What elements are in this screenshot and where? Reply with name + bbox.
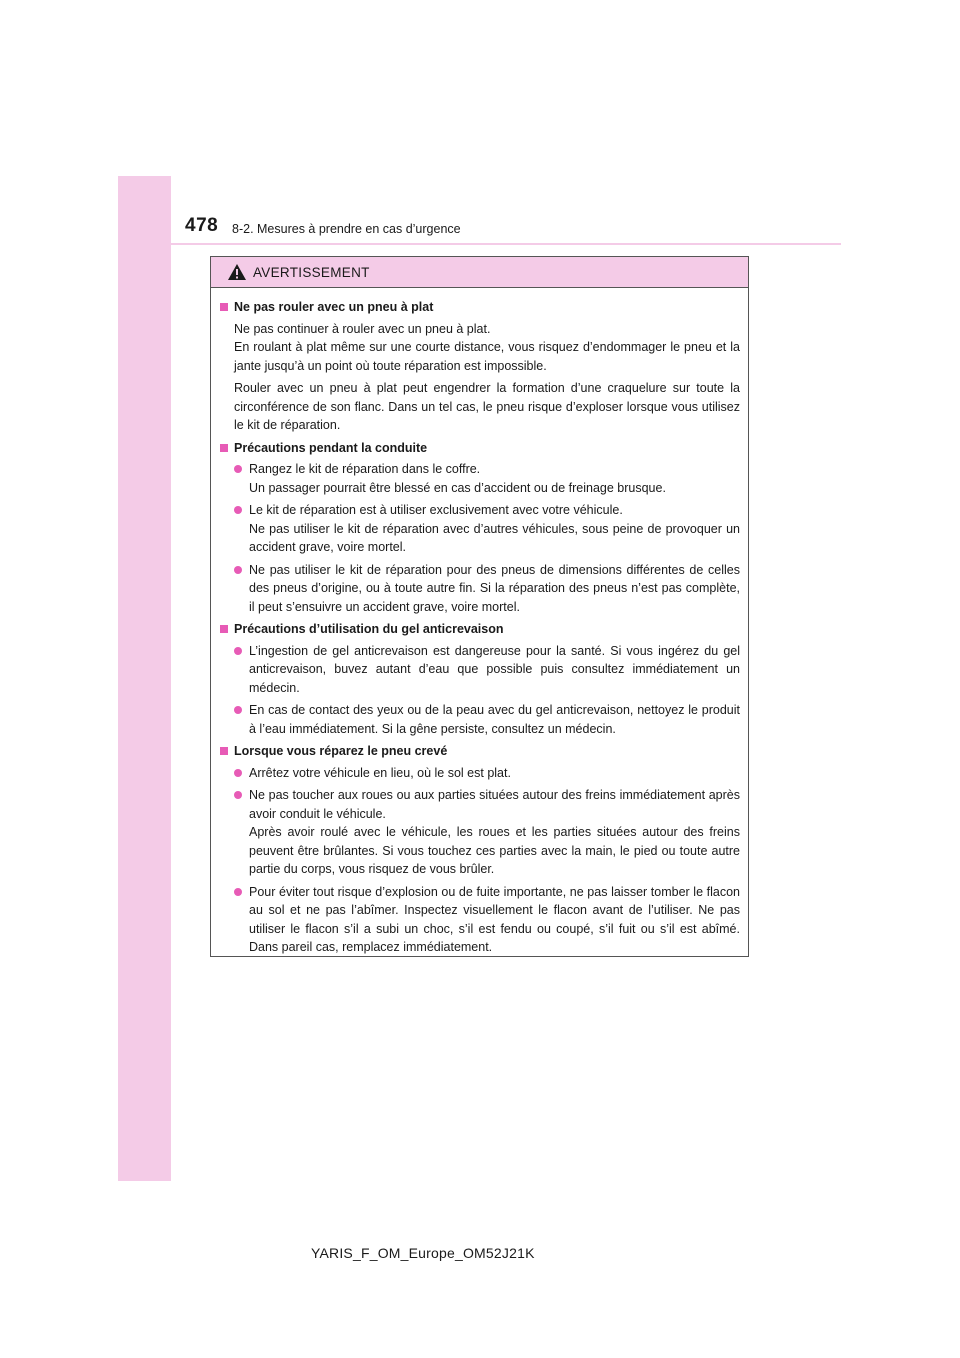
section-heading-text: Ne pas rouler avec un pneu à plat xyxy=(234,300,434,314)
list-item-text xyxy=(249,501,740,557)
list-item xyxy=(234,642,740,698)
list-item-line: Un passager pourrait être blessé en cas d’accident ou de freinage brusque. xyxy=(249,480,666,495)
list-item-text xyxy=(249,883,740,957)
paragraph xyxy=(234,320,740,376)
warning-body xyxy=(211,288,748,957)
circle-bullet-icon xyxy=(234,706,242,714)
list-item-line: Ne pas utiliser le kit de réparation pour des pneus de dimensions différentes de celles des pneus d’origine, ou à toute autre fin. Si la réparation des pneus n’est pas complète, il peut s’ensuivre un accident grave, voire mortel. xyxy=(249,562,740,614)
side-tab-band xyxy=(118,176,171,1181)
list-item xyxy=(234,701,740,738)
list-item xyxy=(234,561,740,617)
square-bullet-icon xyxy=(220,747,228,755)
page-number: 478 xyxy=(185,215,219,236)
warning-section xyxy=(220,620,740,738)
warning-header xyxy=(211,257,748,288)
section-heading-text: Précautions pendant la conduite xyxy=(234,440,428,455)
list-item-line: Après avoir roulé avec le véhicule, les roues et les parties situées autour des freins peuvent être brûlantes. Si vous touchez ces parties avec la main, le pied ou toute autre partie du corps, vous risquez de vous brûler. xyxy=(249,825,740,876)
square-bullet-icon xyxy=(220,444,228,452)
list-item-line: L’ingestion de gel anticrevaison est dangereuse pour la santé. Si vous ingérez du gel anticrevaison, buvez autant d’eau que possible puis consultez immédiatement un médecin. xyxy=(249,643,740,695)
section-heading xyxy=(220,742,740,761)
warning-title: AVERTISSEMENT xyxy=(253,264,370,280)
circle-bullet-icon xyxy=(234,647,242,655)
warning-section xyxy=(220,742,740,957)
list-item-line: Ne pas toucher aux roues ou aux parties situées autour des freins immédiatement après avoir conduit le véhicule. xyxy=(249,788,740,821)
list-item xyxy=(234,460,740,497)
circle-bullet-icon xyxy=(234,791,242,799)
section-heading xyxy=(220,620,740,639)
circle-bullet-icon xyxy=(234,769,242,777)
list-item-text xyxy=(249,764,740,783)
document-code: YARIS_F_OM_Europe_OM52J21K xyxy=(311,1245,535,1261)
list-item-line: Arrêtez votre véhicule en lieu, où le sol est plat. xyxy=(249,765,511,780)
list-item-text xyxy=(249,701,740,738)
square-bullet-icon xyxy=(220,303,228,311)
list-item-text xyxy=(249,642,740,698)
section-heading-text: Lorsque vous réparez le pneu crevé xyxy=(234,744,448,758)
header-rule xyxy=(171,243,841,245)
circle-bullet-icon xyxy=(234,465,242,473)
paragraph-line: Rouler avec un pneu à plat peut engendrer la formation d’une craquelure sur toute la circonférence de son flanc. Dans un tel cas, le pneu risque d’exploser lorsque vous utilisez le kit de réparation. xyxy=(234,381,740,432)
list-item-line: Rangez le kit de réparation dans le coffre. xyxy=(249,462,481,476)
list-item xyxy=(234,501,740,557)
list-item-line: Le kit de réparation est à utiliser exclusivement avec votre véhicule. xyxy=(249,503,623,517)
circle-bullet-icon xyxy=(234,506,242,514)
list-item-text xyxy=(249,561,740,617)
paragraph-line: En roulant à plat même sur une courte distance, vous risquez d’endommager le pneu et la jante jusqu’à un point où toute réparation est impossible. xyxy=(234,340,740,373)
section-heading xyxy=(220,439,740,458)
circle-bullet-icon xyxy=(234,888,242,896)
warning-section xyxy=(220,298,740,435)
paragraph xyxy=(234,379,740,435)
square-bullet-icon xyxy=(220,625,228,633)
list-item-line: Pour éviter tout risque d’explosion ou de fuite importante, ne pas laisser tomber le flacon au sol et ne pas l’abîmer. Inspectez visuellement le flacon avant de l’utiliser. Ne pas utiliser le flacon s’il a subi un choc, s’il est fendu ou coupé, s’il fuit ou s’il est abîmé. Dans pareil cas, remplacez immédiatement. xyxy=(249,884,740,954)
list-item xyxy=(234,786,740,879)
section-heading xyxy=(220,298,740,317)
list-item-text xyxy=(249,786,740,879)
paragraph-line: Ne pas continuer à rouler avec un pneu à plat. xyxy=(234,321,491,336)
circle-bullet-icon xyxy=(234,566,242,574)
section-title: 8-2. Mesures à prendre en cas d’urgence xyxy=(232,222,461,236)
list-item-text xyxy=(249,460,740,497)
warning-section xyxy=(220,439,740,617)
list-item xyxy=(234,764,740,783)
warning-triangle-icon xyxy=(227,263,247,281)
list-item-line: Ne pas utiliser le kit de réparation avec d’autres véhicules, sous peine de provoquer un accident grave, voire mortel. xyxy=(249,521,740,554)
section-heading-text: Précautions d’utilisation du gel anticrevaison xyxy=(234,622,504,636)
list-item xyxy=(234,883,740,957)
warning-box xyxy=(210,256,749,957)
list-item-line: En cas de contact des yeux ou de la peau avec du gel anticrevaison, nettoyez le produit à l’eau immédiatement. Si la gêne persiste, consultez un médecin. xyxy=(249,703,740,736)
